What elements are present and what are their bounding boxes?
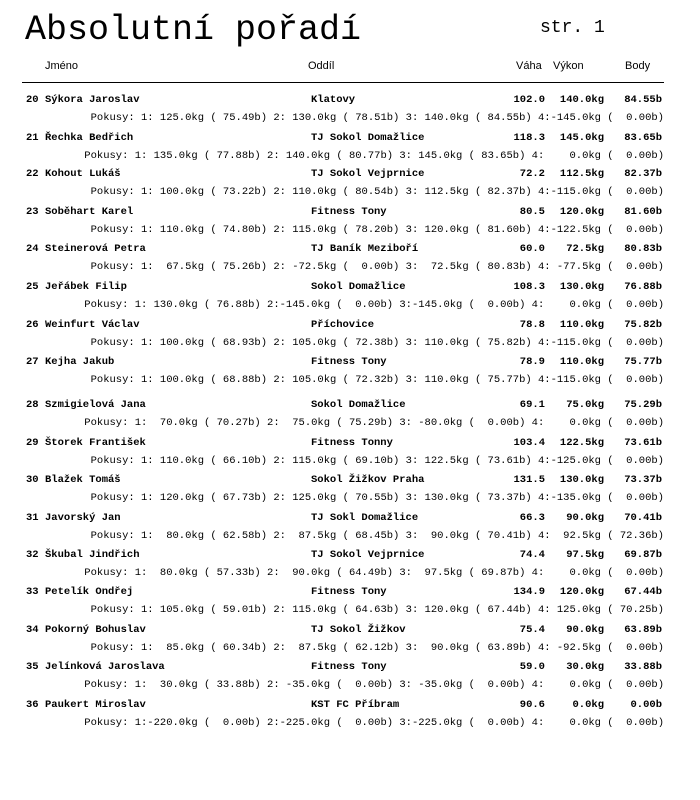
result-row bbox=[0, 399, 700, 415]
club-name: TJ Sokol Vejprnice bbox=[311, 168, 425, 180]
body-weight: 60.0 bbox=[519, 243, 545, 255]
attempts-text: Pokusy: 1:-220.0kg ( 0.00b) 2:-225.0kg ( 0.00b) 3:-225.0kg ( 0.00b) 4: 0.0kg ( 0.00b) bbox=[84, 717, 664, 729]
club-name: TJ Sokol Žižkov bbox=[311, 624, 406, 636]
result-row bbox=[0, 437, 700, 453]
body-weight: 75.4 bbox=[519, 624, 545, 636]
attempts-text: Pokusy: 1: 110.0kg ( 66.10b) 2: 115.0kg ( 69.10b) 3: 122.5kg ( 73.61b) 4:-125.0kg ( 0.00b) bbox=[90, 455, 664, 467]
competitor-name: Soběhart Karel bbox=[45, 206, 134, 218]
rank: 22 bbox=[26, 168, 39, 180]
competitor-name: Steinerová Petra bbox=[45, 243, 146, 255]
body-weight: 59.0 bbox=[519, 661, 545, 673]
attempts-row bbox=[0, 224, 700, 240]
header-vaha: Váha bbox=[516, 60, 542, 72]
body-weight: 69.1 bbox=[519, 399, 545, 411]
lift-result: 145.0kg bbox=[559, 132, 604, 144]
attempts-row bbox=[0, 261, 700, 277]
club-name: TJ Baník Meziboří bbox=[311, 243, 419, 255]
attempts-text: Pokusy: 1: 70.0kg ( 70.27b) 2: 75.0kg ( 75.29b) 3: -80.0kg ( 0.00b) 4: 0.0kg ( 0.00b) bbox=[84, 417, 664, 429]
lift-result: 97.5kg bbox=[566, 549, 604, 561]
attempts-row bbox=[0, 604, 700, 620]
club-name: Klatovy bbox=[311, 94, 356, 106]
competitor-name: Sýkora Jaroslav bbox=[45, 94, 140, 106]
attempts-row bbox=[0, 150, 700, 166]
result-row bbox=[0, 356, 700, 372]
points: 0.00b bbox=[630, 699, 662, 711]
result-row bbox=[0, 206, 700, 222]
competitor-name: Petelík Ondřej bbox=[45, 586, 134, 598]
rank: 23 bbox=[26, 206, 39, 218]
points: 70.41b bbox=[624, 512, 662, 524]
lift-result: 110.0kg bbox=[559, 319, 604, 331]
attempts-text: Pokusy: 1: 125.0kg ( 75.49b) 2: 130.0kg ( 78.51b) 3: 140.0kg ( 84.55b) 4:-145.0kg ( 0.00b) bbox=[90, 112, 664, 124]
rank: 24 bbox=[26, 243, 39, 255]
attempts-text: Pokusy: 1: 105.0kg ( 59.01b) 2: 115.0kg ( 64.63b) 3: 120.0kg ( 67.44b) 4: 125.0kg ( 70.25b) bbox=[90, 604, 664, 616]
points: 69.87b bbox=[624, 549, 662, 561]
attempts-text: Pokusy: 1: 80.0kg ( 57.33b) 2: 90.0kg ( 64.49b) 3: 97.5kg ( 69.87b) 4: 0.0kg ( 0.00b) bbox=[84, 567, 664, 579]
points: 75.29b bbox=[624, 399, 662, 411]
attempts-text: Pokusy: 1: 100.0kg ( 68.88b) 2: 105.0kg ( 72.32b) 3: 110.0kg ( 75.77b) 4:-115.0kg ( 0.00b) bbox=[90, 374, 664, 386]
rank: 33 bbox=[26, 586, 39, 598]
points: 75.82b bbox=[624, 319, 662, 331]
club-name: Sokol Domažlice bbox=[311, 281, 406, 293]
header-rule bbox=[22, 82, 664, 83]
club-name: Fitness Tony bbox=[311, 206, 387, 218]
lift-result: 120.0kg bbox=[559, 206, 604, 218]
points: 82.37b bbox=[624, 168, 662, 180]
attempts-row bbox=[0, 337, 700, 353]
lift-result: 90.0kg bbox=[566, 624, 604, 636]
rank: 29 bbox=[26, 437, 39, 449]
rank: 25 bbox=[26, 281, 39, 293]
club-name: Příchovice bbox=[311, 319, 375, 331]
competitor-name: Kejha Jakub bbox=[45, 356, 115, 368]
attempts-text: Pokusy: 1: 100.0kg ( 68.93b) 2: 105.0kg ( 72.38b) 3: 110.0kg ( 75.82b) 4:-115.0kg ( 0.00b) bbox=[90, 337, 664, 349]
points: 76.88b bbox=[624, 281, 662, 293]
rank: 34 bbox=[26, 624, 39, 636]
competitor-name: Štorek František bbox=[45, 437, 146, 449]
lift-result: 140.0kg bbox=[559, 94, 604, 106]
lift-result: 120.0kg bbox=[559, 586, 604, 598]
competitor-name: Jelínková Jaroslava bbox=[45, 661, 165, 673]
body-weight: 103.4 bbox=[513, 437, 545, 449]
points: 63.89b bbox=[624, 624, 662, 636]
rank: 21 bbox=[26, 132, 39, 144]
attempts-row bbox=[0, 492, 700, 508]
points: 81.60b bbox=[624, 206, 662, 218]
club-name: Fitness Tony bbox=[311, 661, 387, 673]
attempts-text: Pokusy: 1: 110.0kg ( 74.80b) 2: 115.0kg ( 78.20b) 3: 120.0kg ( 81.60b) 4:-122.5kg ( 0.00b) bbox=[90, 224, 664, 236]
header-body: Body bbox=[625, 60, 651, 72]
attempts-row bbox=[0, 186, 700, 202]
club-name: TJ Sokl Domažlice bbox=[311, 512, 419, 524]
result-row bbox=[0, 94, 700, 110]
page-title: Absolutní pořadí bbox=[25, 10, 362, 50]
rank: 30 bbox=[26, 474, 39, 486]
competitor-name: Blažek Tomáš bbox=[45, 474, 121, 486]
attempts-row bbox=[0, 455, 700, 471]
body-weight: 118.3 bbox=[513, 132, 545, 144]
club-name: TJ Sokol Domažlice bbox=[311, 132, 425, 144]
club-name: Fitness Tony bbox=[311, 586, 387, 598]
rank: 28 bbox=[26, 399, 39, 411]
attempts-text: Pokusy: 1: 135.0kg ( 77.88b) 2: 140.0kg ( 80.77b) 3: 145.0kg ( 83.65b) 4: 0.0kg ( 0.00b) bbox=[84, 150, 664, 162]
lift-result: 0.0kg bbox=[572, 699, 604, 711]
lift-result: 72.5kg bbox=[566, 243, 604, 255]
result-row bbox=[0, 474, 700, 490]
result-row bbox=[0, 549, 700, 565]
result-row bbox=[0, 243, 700, 259]
competitor-name: Kohout Lukáš bbox=[45, 168, 121, 180]
attempts-text: Pokusy: 1: 120.0kg ( 67.73b) 2: 125.0kg ( 70.55b) 3: 130.0kg ( 73.37b) 4:-135.0kg ( 0.00b) bbox=[90, 492, 664, 504]
header-name: Jméno bbox=[45, 60, 79, 72]
body-weight: 108.3 bbox=[513, 281, 545, 293]
attempts-row bbox=[0, 567, 700, 583]
attempts-row bbox=[0, 417, 700, 433]
lift-result: 90.0kg bbox=[566, 512, 604, 524]
competitor-name: Pokorný Bohuslav bbox=[45, 624, 146, 636]
result-row bbox=[0, 319, 700, 335]
lift-result: 122.5kg bbox=[559, 437, 604, 449]
club-name: Fitness Tonny bbox=[311, 437, 393, 449]
rank: 31 bbox=[26, 512, 39, 524]
rank: 36 bbox=[26, 699, 39, 711]
competitor-name: Paukert Miroslav bbox=[45, 699, 146, 711]
lift-result: 130.0kg bbox=[559, 474, 604, 486]
page-number: str. 1 bbox=[540, 18, 605, 38]
rank: 35 bbox=[26, 661, 39, 673]
competitor-name: Jeřábek Filip bbox=[45, 281, 127, 293]
points: 73.37b bbox=[624, 474, 662, 486]
competitor-name: Weinfurt Václav bbox=[45, 319, 140, 331]
lift-result: 30.0kg bbox=[566, 661, 604, 673]
lift-result: 75.0kg bbox=[566, 399, 604, 411]
result-row bbox=[0, 512, 700, 528]
points: 83.65b bbox=[624, 132, 662, 144]
attempts-text: Pokusy: 1: 80.0kg ( 62.58b) 2: 87.5kg ( 68.45b) 3: 90.0kg ( 70.41b) 4: 92.5kg ( 72.36b) bbox=[90, 530, 664, 542]
lift-result: 130.0kg bbox=[559, 281, 604, 293]
rank: 32 bbox=[26, 549, 39, 561]
body-weight: 66.3 bbox=[519, 512, 545, 524]
points: 73.61b bbox=[624, 437, 662, 449]
points: 75.77b bbox=[624, 356, 662, 368]
lift-result: 110.0kg bbox=[559, 356, 604, 368]
header-vykon: Výkon bbox=[553, 60, 584, 72]
result-row bbox=[0, 661, 700, 677]
rank: 26 bbox=[26, 319, 39, 331]
competitor-name: Szmigielová Jana bbox=[45, 399, 146, 411]
header-club: Oddíl bbox=[308, 60, 335, 72]
club-name: Sokol Domažlice bbox=[311, 399, 406, 411]
result-row bbox=[0, 281, 700, 297]
attempts-text: Pokusy: 1: 67.5kg ( 75.26b) 2: -72.5kg ( 0.00b) 3: 72.5kg ( 80.83b) 4: -77.5kg ( 0.00b) bbox=[90, 261, 664, 273]
attempts-row bbox=[0, 374, 700, 390]
body-weight: 78.8 bbox=[519, 319, 545, 331]
body-weight: 90.6 bbox=[519, 699, 545, 711]
attempts-row bbox=[0, 530, 700, 546]
result-row bbox=[0, 132, 700, 148]
club-name: KST FC Příbram bbox=[311, 699, 400, 711]
club-name: TJ Sokol Vejprnice bbox=[311, 549, 425, 561]
attempts-row bbox=[0, 679, 700, 695]
rank: 20 bbox=[26, 94, 39, 106]
points: 84.55b bbox=[624, 94, 662, 106]
competitor-name: Škubal Jindřich bbox=[45, 549, 140, 561]
attempts-text: Pokusy: 1: 85.0kg ( 60.34b) 2: 87.5kg ( 62.12b) 3: 90.0kg ( 63.89b) 4: -92.5kg ( 0.00b) bbox=[90, 642, 664, 654]
competitor-name: Řechka Bedřich bbox=[45, 132, 134, 144]
body-weight: 78.9 bbox=[519, 356, 545, 368]
lift-result: 112.5kg bbox=[559, 168, 604, 180]
result-row bbox=[0, 586, 700, 602]
rank: 27 bbox=[26, 356, 39, 368]
body-weight: 102.0 bbox=[513, 94, 545, 106]
attempts-row bbox=[0, 299, 700, 315]
attempts-text: Pokusy: 1: 30.0kg ( 33.88b) 2: -35.0kg ( 0.00b) 3: -35.0kg ( 0.00b) 4: 0.0kg ( 0.00b) bbox=[84, 679, 664, 691]
body-weight: 74.4 bbox=[519, 549, 545, 561]
club-name: Sokol Žižkov Praha bbox=[311, 474, 425, 486]
body-weight: 80.5 bbox=[519, 206, 545, 218]
result-row bbox=[0, 699, 700, 715]
points: 33.88b bbox=[624, 661, 662, 673]
attempts-row bbox=[0, 717, 700, 733]
points: 67.44b bbox=[624, 586, 662, 598]
result-row bbox=[0, 168, 700, 184]
result-row bbox=[0, 624, 700, 640]
competitor-name: Javorský Jan bbox=[45, 512, 121, 524]
attempts-text: Pokusy: 1: 130.0kg ( 76.88b) 2:-145.0kg ( 0.00b) 3:-145.0kg ( 0.00b) 4: 0.0kg ( 0.00b) bbox=[84, 299, 664, 311]
attempts-text: Pokusy: 1: 100.0kg ( 73.22b) 2: 110.0kg ( 80.54b) 3: 112.5kg ( 82.37b) 4:-115.0kg ( 0.00b) bbox=[90, 186, 664, 198]
club-name: Fitness Tony bbox=[311, 356, 387, 368]
attempts-row bbox=[0, 112, 700, 128]
body-weight: 131.5 bbox=[513, 474, 545, 486]
attempts-row bbox=[0, 642, 700, 658]
body-weight: 134.9 bbox=[513, 586, 545, 598]
points: 80.83b bbox=[624, 243, 662, 255]
body-weight: 72.2 bbox=[519, 168, 545, 180]
